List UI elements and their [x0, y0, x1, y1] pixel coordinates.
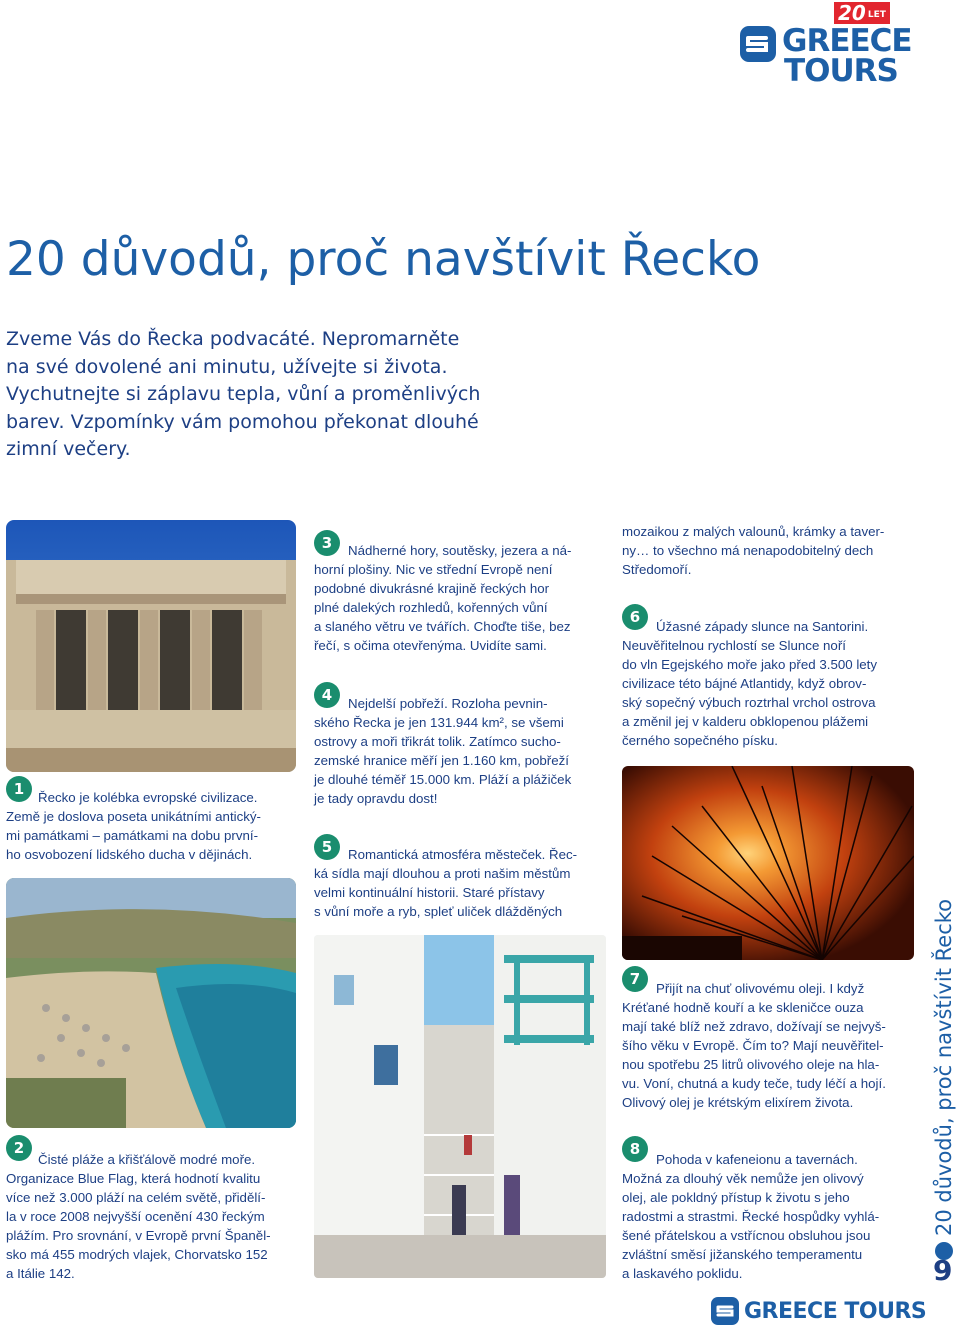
reason-line: Přijít na chuť olivovému oleji. I když — [656, 981, 865, 996]
reason-line: a laskavého poklidu. — [622, 1266, 743, 1281]
intro-line: na své dovolené ani minutu, užívejte si života. — [6, 355, 448, 378]
reason-line: Středomoří. — [622, 562, 692, 577]
reason-line: mi památkami – památkami na dobu první- — [6, 828, 259, 843]
page-number: 9 — [933, 1254, 953, 1287]
sunset-photo — [622, 766, 914, 960]
reason-number-badge: 2 — [6, 1135, 32, 1161]
reason-line: šené přátelskou a vstřícnou obsluhou jsou — [622, 1228, 871, 1243]
reason-number-badge: 7 — [622, 966, 648, 992]
reason-line: ského Řecka je jen 131.944 km², se všemi — [314, 715, 564, 730]
acropolis-photo — [6, 520, 296, 772]
anniversary-badge — [834, 2, 890, 24]
intro-line: Zveme Vás do Řecka podvacáté. Nepromarněte — [6, 328, 460, 350]
reason-line: Úžasné západy slunce na Santorini. — [656, 619, 869, 634]
reason-line: ský sopečný výbuch roztrhal vrchol ostrova — [622, 695, 876, 710]
reason-line: Pohoda v kafeneionu a tavernách. — [656, 1152, 858, 1167]
page-title: 20 důvodů, proč navštívit Řecko — [6, 232, 761, 287]
reason-3-text — [314, 541, 614, 655]
reason-line: vu. Voní, chutná a kudy teče, tudy léčí a hojí. — [622, 1076, 886, 1091]
anniversary-number: 20 — [838, 1, 866, 25]
reason-line: nou spotřebu 25 litrů olivového oleje na hla- — [622, 1057, 880, 1072]
brand-name-line2: TOURS — [784, 53, 898, 89]
reason-number-badge: 8 — [622, 1136, 648, 1162]
intro-paragraph — [6, 326, 506, 464]
reason-line: Neuvěřitelnou rychlostí se Slunce noří — [622, 638, 846, 653]
side-title-text: 20 důvodů, proč navštívit Řecko — [932, 898, 956, 1236]
reason-line: Nádherné hory, soutěsky, jezera a ná- — [348, 543, 572, 558]
reason-number-badge: 1 — [6, 776, 32, 802]
reason-2-text — [6, 1150, 306, 1283]
reason-line: řečí, s očima otevřenýma. Uvidíte sami. — [314, 638, 547, 653]
reason-line: černého sopečného písku. — [622, 733, 778, 748]
reason-line: horní plošiny. Nic ve střední Evropě není — [314, 562, 553, 577]
intro-line: zimní večery. — [6, 438, 131, 460]
brand-name-line1: GREECE — [782, 23, 912, 59]
reason-line: do vln Egejského moře jako před 3.500 lety — [622, 657, 878, 672]
reason-line: šího věku v Evropě. Čím to? Mají neuvěřitel- — [622, 1038, 884, 1053]
reason-line: více než 3.000 pláží na celém světě, přidělí- — [6, 1190, 266, 1205]
reason-line: a změnil jej v kalderu obklopenou plážemi — [622, 714, 869, 729]
reason-line: zvláštní směsí jižanského temperamentu — [622, 1247, 863, 1262]
reason-line: Kréťané hodně kouří a ke skleničce ouza — [622, 1000, 864, 1015]
reason-line: mozaikou z malých valounů, krámky a taver- — [622, 524, 885, 539]
brand-mark-icon — [710, 1296, 740, 1326]
reason-line: Olivový olej je krétským elixírem života. — [622, 1095, 854, 1110]
reason-line: olej, ale pokldný přístup k životu s jeho — [622, 1190, 850, 1205]
anniversary-label: LET — [867, 10, 886, 20]
reason-1-text — [6, 788, 306, 864]
reason-number-badge: 6 — [622, 604, 648, 630]
reason-line: s vůní moře a ryb, spleť uliček dlážděných — [314, 904, 563, 919]
reason-5-text — [314, 845, 614, 921]
reason-line: Organizace Blue Flag, která hodnotí kvalitu — [6, 1171, 261, 1186]
beach-photo — [6, 878, 296, 1128]
reason-line: civilizace této bájné Atlantidy, když obrov- — [622, 676, 867, 691]
reason-line: plážím. Pro srovnání, v Evropě první Španěl- — [6, 1228, 271, 1243]
brand-mark-icon — [738, 24, 778, 64]
intro-line: barev. Vzpomínky vám pomohou překonat dlouhé — [6, 410, 479, 433]
reason-line: la v roce 2008 nejvyšší ocenění 430 řeckým — [6, 1209, 265, 1224]
reason-line: Romantická atmosféra městeček. Řec- — [348, 847, 578, 862]
reason-line: je tady opravdu dost! — [314, 791, 438, 806]
footer-brand-name: GREECE TOURS — [744, 1298, 927, 1324]
reason-line: radostmi a strastmi. Řecké hospůdky vyhlá- — [622, 1209, 880, 1224]
reason-line: Země je doslova poseta unikátními antický- — [6, 809, 261, 824]
town-alley-photo — [314, 935, 606, 1278]
reason-line: sko má 455 modrých vlajek, Chorvatsko 152 — [6, 1247, 268, 1262]
reason-line: je dlouhé téměř 15.000 km. Pláží a plážiček — [314, 772, 572, 787]
reason-line: Čisté pláže a křišťálově modré moře. — [38, 1152, 256, 1167]
reason-line: Možná za dlouhý věk nemůže jen olivový — [622, 1171, 864, 1186]
side-running-title — [932, 899, 956, 1260]
reason-line: a Itálie 142. — [6, 1266, 75, 1281]
reason-line: ho osvobození lidského ducha v dějinách. — [6, 847, 253, 862]
intro-line: Vychutnejte si záplavu tepla, vůní a proměnlivých — [6, 383, 481, 405]
reason-line: a slaného větru ve tvářích. Choďte tiše, bez — [314, 619, 571, 634]
reason-number-badge: 3 — [314, 530, 340, 556]
reason-7-text — [622, 979, 922, 1112]
reason-6-text — [622, 617, 922, 750]
reason-line: plné dalekých rozhledů, kořenných vůní — [314, 600, 548, 615]
reason-line: velmi kontinuální historii. Staré přístavy — [314, 885, 545, 900]
reason-line: Nejdelší pobřeží. Rozloha pevnin- — [348, 696, 548, 711]
brand-logo — [736, 2, 916, 92]
reason-line: podobné divukrásné krajině řeckých hor — [314, 581, 550, 596]
footer-brand-logo — [710, 1294, 926, 1328]
reason-line: ostrovy a moři třikrát tolik. Zatímco sucho- — [314, 734, 561, 749]
reason-line: Řecko je kolébka evropské civilizace. — [38, 790, 258, 805]
reason-8-text — [622, 1150, 922, 1283]
reason-4-text — [314, 694, 614, 808]
reason-line: ká sídla mají dlouhou a proti našim městům — [314, 866, 571, 881]
reason-line: zemské hranice měří jen 1.160 km, pobřeží — [314, 753, 569, 768]
reason-line: mají také blíž než zdravo, dožívají se nejvyš- — [622, 1019, 886, 1034]
reason-number-badge: 4 — [314, 682, 340, 708]
reason-line: ny… to všechno má nenapodobitelný dech — [622, 543, 874, 558]
reason-number-badge: 5 — [314, 834, 340, 860]
reason-5-continued-text — [622, 522, 922, 579]
